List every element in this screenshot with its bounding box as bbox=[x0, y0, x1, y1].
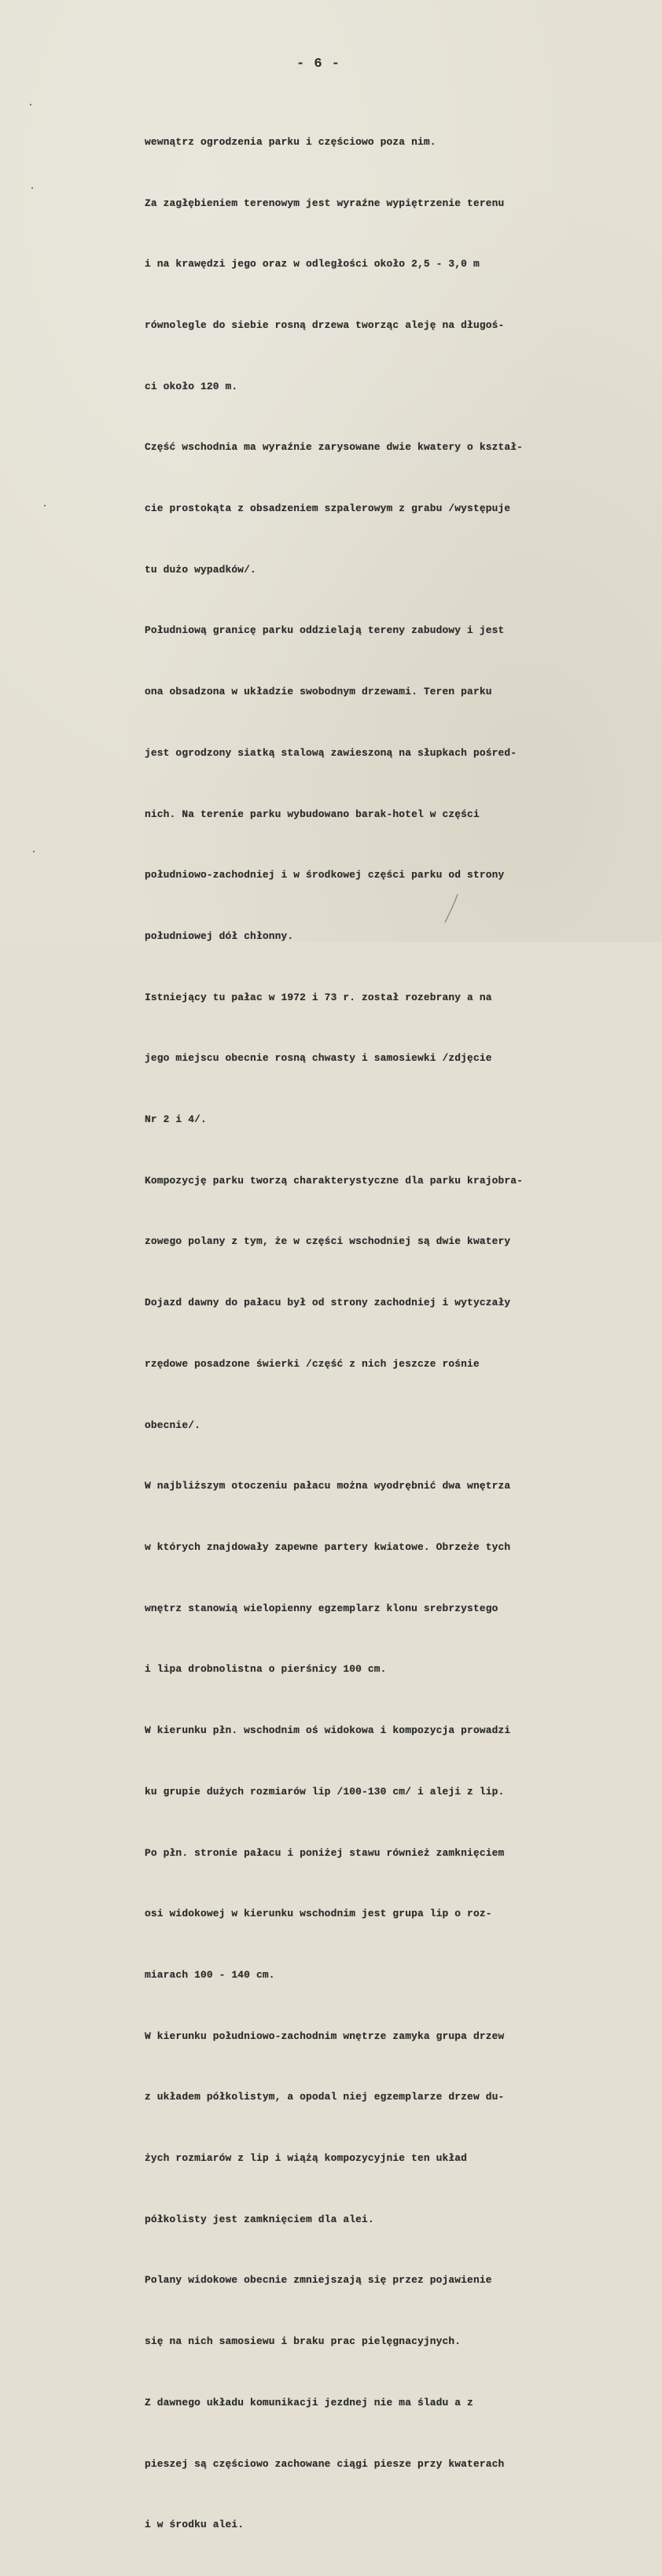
margin-punch-mark bbox=[30, 104, 31, 105]
text-line: i w środku alei. bbox=[145, 2519, 245, 2531]
text-line: południowej dół chłonny. bbox=[145, 929, 294, 942]
text-line: osi widokowej w kierunku wschodnim jest grupa lip o roz- bbox=[145, 1908, 492, 1920]
text-line: zowego polany z tym, że w części wschodniej są dwie kwatery bbox=[145, 1235, 511, 1248]
margin-punch-mark bbox=[33, 851, 35, 852]
margin-punch-mark bbox=[31, 187, 33, 189]
text-line: Za zagłębieniem terenowym jest wyraźne wypiętrzenie terenu bbox=[145, 197, 505, 209]
text-line: Polany widokowe obecnie zmniejszają się przez pojawienie bbox=[145, 2274, 492, 2287]
pen-stroke-mark bbox=[440, 892, 464, 924]
text-line: południowo-zachodniej i w środkowej części parku od strony bbox=[145, 869, 505, 881]
text-line: W kierunku płn. wschodnim oś widokowa i kompozycja prowadzi bbox=[145, 1724, 511, 1737]
text-line: ku grupie dużych rozmiarów lip /100-130 cm/ i aleji z lip. bbox=[145, 1785, 505, 1798]
text-line: wnętrz stanowią wielopienny egzemplarz klonu srebrzystego bbox=[145, 1602, 498, 1614]
margin-punch-mark bbox=[44, 505, 46, 506]
text-line: wewnątrz ogrodzenia parku i częściowo poza nim. bbox=[145, 135, 436, 148]
text-line: W najbliższym otoczeniu pałacu można wyodrębnić dwa wnętrza bbox=[145, 1480, 511, 1492]
text-line: obecnie/. bbox=[145, 1419, 200, 1431]
typed-body-text bbox=[145, 91, 648, 2576]
text-line: Istniejący tu pałac w 1972 i 73 r. został rozebrany a na bbox=[145, 991, 492, 1003]
page-number: - 6 - bbox=[296, 57, 340, 72]
text-line: się na nich samosiewu i braku prac pielęgnacyjnych. bbox=[145, 2335, 462, 2348]
text-line: w których znajdowały zapewne partery kwiatowe. Obrzeże tych bbox=[145, 1540, 511, 1553]
text-line: Dojazd dawny do pałacu był od strony zachodniej i wytyczały bbox=[145, 1297, 511, 1309]
text-line: i lipa drobnolistna o pierśnicy 100 cm. bbox=[145, 1663, 387, 1676]
text-line: W kierunku południowo-zachodnim wnętrze zamyka grupa drzew bbox=[145, 2030, 505, 2042]
text-line: równolegle do siebie rosną drzewa tworząc aleję na długoś- bbox=[145, 318, 505, 331]
text-line: pieszej są częściowo zachowane ciągi piesze przy kwaterach bbox=[145, 2457, 505, 2470]
text-line: nich. Na terenie parku wybudowano barak-hotel w części bbox=[145, 808, 480, 820]
text-line: ona obsadzona w układzie swobodnym drzewami. Teren parku bbox=[145, 686, 492, 698]
text-line: ci około 120 m. bbox=[145, 380, 238, 392]
text-line: jest ogrodzony siatką stalową zawieszoną na słupkach pośred- bbox=[145, 746, 517, 759]
text-line: i na krawędzi jego oraz w odległości około 2,5 - 3,0 m bbox=[145, 258, 480, 270]
text-line: Kompozycję parku tworzą charakterystyczne dla parku krajobra- bbox=[145, 1174, 524, 1187]
text-line: Nr 2 i 4/. bbox=[145, 1113, 207, 1126]
text-line: półkolisty jest zamknięciem dla alei. bbox=[145, 2213, 374, 2225]
text-line: Południową granicę parku oddzielają tereny zabudowy i jest bbox=[145, 624, 505, 637]
text-line: jego miejscu obecnie rosną chwasty i samosiewki /zdjęcie bbox=[145, 1052, 492, 1065]
text-line: Część wschodnia ma wyraźnie zarysowane dwie kwatery o kształ- bbox=[145, 441, 524, 454]
text-line: Po płn. stronie pałacu i poniżej stawu również zamknięciem bbox=[145, 1846, 505, 1859]
text-line: z układem półkolistym, a opodal niej egzemplarze drzew du- bbox=[145, 2091, 505, 2103]
text-line: żych rozmiarów z lip i wiążą kompozycyjnie ten układ bbox=[145, 2152, 468, 2165]
text-line: miarach 100 - 140 cm. bbox=[145, 1968, 275, 1981]
text-line: cie prostokąta z obsadzeniem szpalerowym z grabu /występuje bbox=[145, 502, 511, 515]
text-line: Z dawnego układu komunikacji jezdnej nie ma śladu a z bbox=[145, 2396, 473, 2409]
text-line: tu dużo wypadków/. bbox=[145, 563, 256, 576]
text-line: rzędowe posadzone świerki /część z nich jeszcze rośnie bbox=[145, 1357, 480, 1370]
